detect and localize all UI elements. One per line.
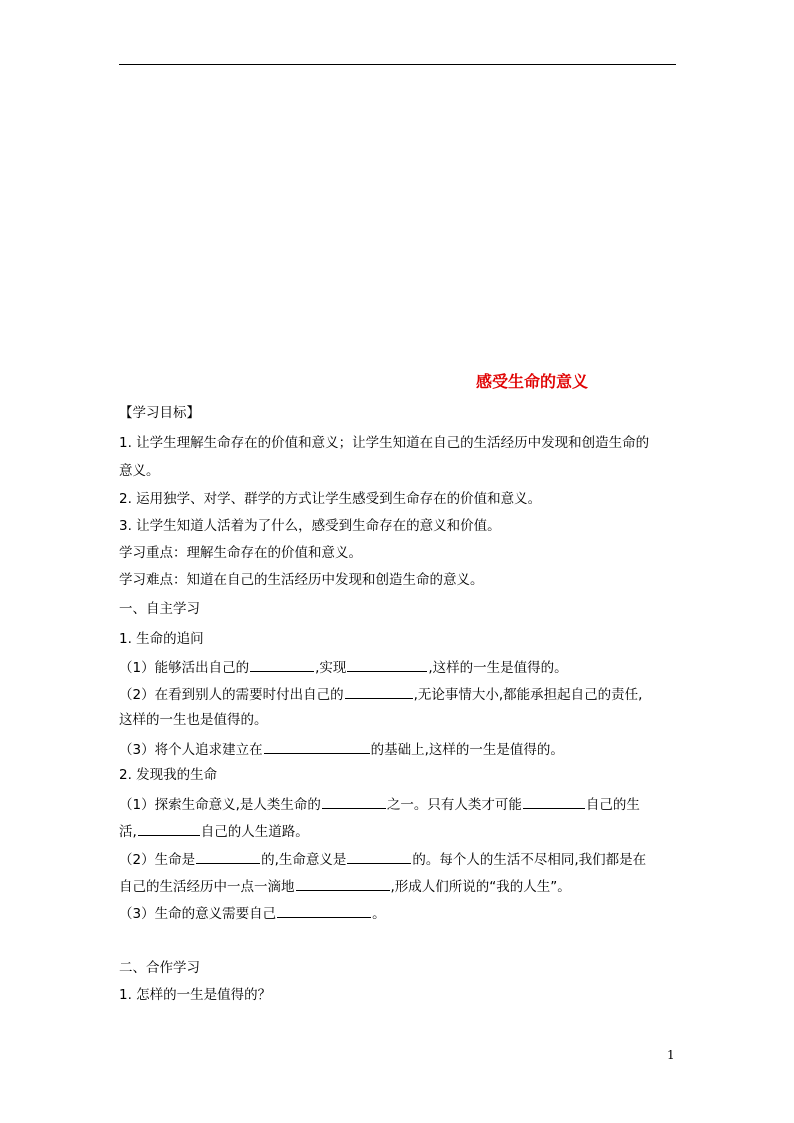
question-1-1: [119, 657, 568, 677]
answer-blank[interactable]: [347, 657, 427, 672]
page-title: 感受生命的意义: [476, 372, 589, 391]
text-segment: 。: [372, 906, 386, 922]
page-number: 1: [667, 1048, 675, 1062]
answer-blank[interactable]: [322, 794, 386, 809]
text-segment: 的。每个人的生活不尽相同,我们都是在: [412, 852, 647, 868]
answer-blank[interactable]: [347, 849, 411, 864]
objective-1-line-1: 1. 让学生理解生命存在的价值和意义；让学生知道在自己的生活经历中发现和创造生命的: [119, 435, 650, 451]
question-1-2-continued: 这样的一生也是值得的。: [119, 712, 268, 728]
question-1-3: [119, 739, 564, 759]
question-2-3: [119, 903, 386, 923]
text-segment: ,形成人们所说的“我的人生”。: [390, 879, 571, 895]
text-segment: （3）生命的意义需要自己: [119, 906, 277, 922]
objective-2: 2. 运用独学、对学、群学的方式让学生感受到生命存在的价值和意义。: [119, 491, 542, 507]
text-segment: （1）探索生命意义,是人类生命的: [119, 797, 321, 813]
text-segment: 自己的人生道路。: [200, 824, 309, 840]
objectives-heading: 【学习目标】: [119, 405, 200, 421]
question-1-2: [119, 684, 642, 704]
text-segment: 自己的生: [585, 797, 640, 813]
cooperation-question-1: 1. 怎样的一生是值得的？: [119, 987, 272, 1003]
text-segment: 之一。只有人类才可能: [386, 797, 522, 813]
section-1-heading: 一、自主学习: [119, 601, 200, 617]
answer-blank[interactable]: [250, 657, 314, 672]
text-segment: （1）能够活出自己的: [119, 660, 250, 676]
text-segment: 活,: [119, 824, 137, 840]
answer-blank[interactable]: [196, 849, 260, 864]
text-segment: 的基础上,这样的一生是值得的。: [370, 742, 564, 758]
difficulty: 学习难点：知道在自己的生活经历中发现和创造生命的意义。: [119, 572, 484, 588]
text-segment: 的,生命意义是: [261, 852, 347, 868]
answer-blank[interactable]: [345, 684, 413, 699]
question-2-heading: 2. 发现我的生命: [119, 767, 218, 783]
answer-blank[interactable]: [277, 903, 371, 918]
question-2-1: [119, 794, 640, 814]
text-segment: 自己的生活经历中一点一滴地: [119, 879, 295, 895]
answer-blank[interactable]: [138, 821, 200, 836]
text-segment: （3）将个人追求建立在: [119, 742, 263, 758]
answer-blank[interactable]: [296, 876, 390, 891]
question-2-1-continued: [119, 821, 309, 841]
objective-1-line-2: 意义。: [119, 463, 160, 479]
objective-3: 3. 让学生知道人活着为了什么，感受到生命存在的意义和价值。: [119, 518, 501, 534]
text-segment: ,无论事情大小,都能承担起自己的责任,: [413, 687, 643, 703]
answer-blank[interactable]: [523, 794, 585, 809]
text-segment: ,实现: [315, 660, 347, 676]
question-1-heading: 1. 生命的追问: [119, 631, 204, 647]
question-2-2: [119, 849, 646, 869]
header-rule: [119, 64, 676, 65]
text-segment: （2）生命是: [119, 852, 196, 868]
key-point: 学习重点：理解生命存在的价值和意义。: [119, 545, 362, 561]
question-2-2-continued: [119, 876, 571, 896]
text-segment: ,这样的一生是值得的。: [428, 660, 568, 676]
section-2-heading: 二、合作学习: [119, 960, 200, 976]
text-segment: （2）在看到别人的需要时付出自己的: [119, 687, 344, 703]
answer-blank[interactable]: [264, 739, 370, 754]
